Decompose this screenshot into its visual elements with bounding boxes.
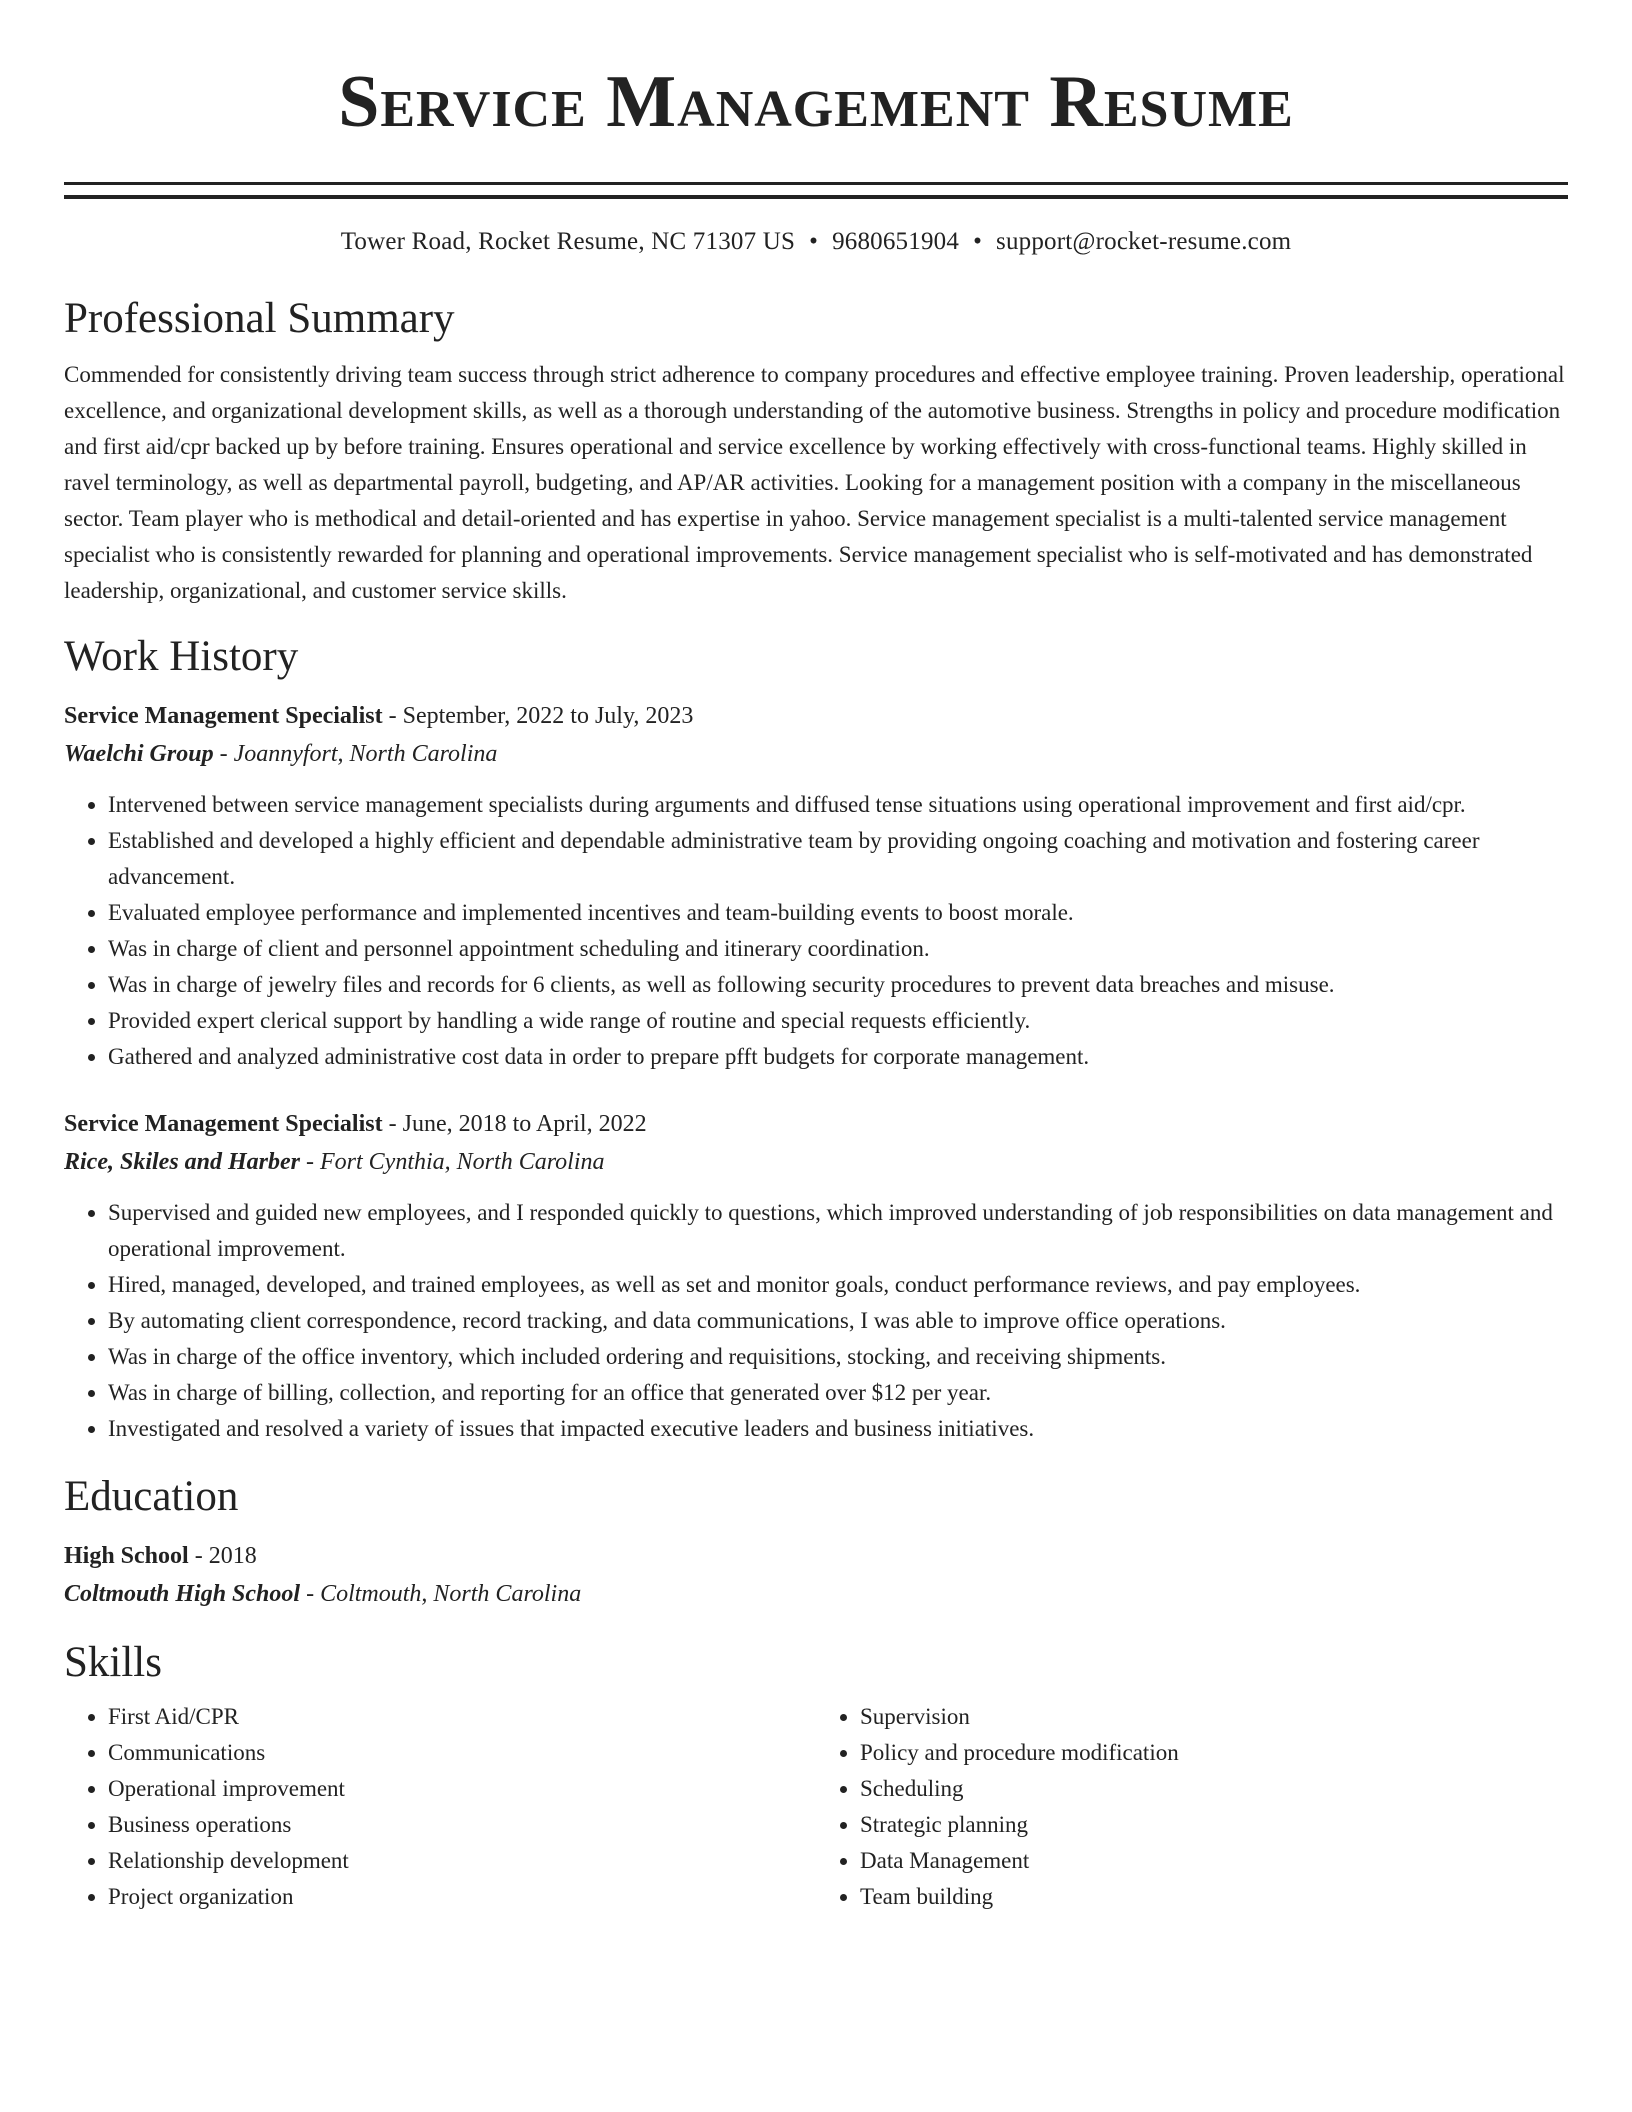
degree: High School xyxy=(64,1543,189,1569)
education-heading: Education xyxy=(64,1473,239,1520)
skill-item: • Relationship development xyxy=(108,1843,816,1879)
list-item: • Was in charge of the office inventory, which included ordering and requisitions, stocking, and receiving shipments. xyxy=(108,1339,1568,1375)
contact-separator: • xyxy=(809,228,819,255)
job-bullets xyxy=(64,787,1568,1075)
contact-address: Tower Road, Rocket Resume, NC 71307 US xyxy=(340,228,796,255)
list-item: • Evaluated employee performance and implemented incentives and team-building events to boost morale. xyxy=(108,895,1568,931)
skill-item: • Supervision xyxy=(860,1699,1568,1735)
skill-item: • First Aid/CPR xyxy=(108,1699,816,1735)
job-entry xyxy=(64,697,1568,1075)
graduation-year: - 2018 xyxy=(194,1543,257,1569)
contact-phone: 9680651904 xyxy=(832,228,960,255)
list-item: • By automating client correspondence, record tracking, and data communications, I was able to improve office operations. xyxy=(108,1303,1568,1339)
job-entry xyxy=(64,1105,1568,1447)
company-line xyxy=(64,1143,1568,1181)
job-title: Service Management Specialist xyxy=(64,1111,383,1137)
job-title-line xyxy=(64,1105,1568,1143)
skill-item: • Project organization xyxy=(108,1879,816,1915)
work-history-heading: Work History xyxy=(64,633,299,680)
list-item: • Investigated and resolved a variety of issues that impacted executive leaders and business initiatives. xyxy=(108,1411,1568,1447)
list-item: • Supervised and guided new employees, and I responded quickly to questions, which improved understanding of job responsibilities on data management and operational improvement. xyxy=(108,1195,1568,1267)
summary-heading: Professional Summary xyxy=(64,295,455,342)
skill-item: • Data Management xyxy=(860,1843,1568,1879)
company-location: - Joannyfort, North Carolina xyxy=(219,741,498,767)
contact-separator: • xyxy=(973,228,983,255)
resume-title: Service Management Resume xyxy=(338,61,1294,143)
skill-item: • Team building xyxy=(860,1879,1568,1915)
job-title-line xyxy=(64,697,1568,735)
school-location: - Coltmouth, North Carolina xyxy=(306,1581,582,1607)
title-divider xyxy=(64,182,1568,199)
skills-heading: Skills xyxy=(64,1639,162,1686)
list-item: • Was in charge of billing, collection, and reporting for an office that generated over $12 per year. xyxy=(108,1375,1568,1411)
company-line xyxy=(64,735,1568,773)
degree-line xyxy=(64,1537,1568,1575)
list-item: • Established and developed a highly efficient and dependable administrative team by providing ongoing coaching and motivation and fostering career advancement. xyxy=(108,823,1568,895)
job-title: Service Management Specialist xyxy=(64,703,383,729)
school-line xyxy=(64,1575,1568,1613)
list-item: • Intervened between service management specialists during arguments and diffused tense situations using operational improvement and first aid/cpr. xyxy=(108,787,1568,823)
company-name: Rice, Skiles and Harber xyxy=(64,1149,301,1175)
skill-item: • Strategic planning xyxy=(860,1807,1568,1843)
list-item: • Hired, managed, developed, and trained employees, as well as set and monitor goals, conduct performance reviews, and pay employees. xyxy=(108,1267,1568,1303)
contact-line xyxy=(64,225,1568,259)
company-location: - Fort Cynthia, North Carolina xyxy=(306,1149,605,1175)
list-item: • Was in charge of jewelry files and records for 6 clients, as well as following security procedures to prevent data breaches and misuse. xyxy=(108,967,1568,1003)
job-bullets xyxy=(64,1195,1568,1447)
job-dates: - September, 2022 to July, 2023 xyxy=(388,703,694,729)
skill-item: • Scheduling xyxy=(860,1771,1568,1807)
skills-grid xyxy=(64,1699,1568,1915)
school-name: Coltmouth High School xyxy=(64,1581,301,1607)
skill-item: • Operational improvement xyxy=(108,1771,816,1807)
list-item: • Provided expert clerical support by handling a wide range of routine and special requests efficiently. xyxy=(108,1003,1568,1039)
list-item: • Gathered and analyzed administrative cost data in order to prepare pfft budgets for corporate management. xyxy=(108,1039,1568,1075)
skills-column-right xyxy=(816,1699,1568,1915)
job-dates: - June, 2018 to April, 2022 xyxy=(388,1111,647,1137)
contact-email: support@rocket-resume.com xyxy=(996,228,1292,255)
skill-item: • Business operations xyxy=(108,1807,816,1843)
company-name: Waelchi Group xyxy=(64,741,214,767)
skill-item: • Policy and procedure modification xyxy=(860,1735,1568,1771)
summary-text: Commended for consistently driving team success through strict adherence to company procedures and effective employee training. Proven leadership, operational excellence, and organizational development skills, as well as a thorough understanding of the automotive business. Strengths in policy and procedure modification and first aid/cpr backed up by before training. Ensures operational and service excellence by working effectively with cross-functional teams. Highly skilled in ravel terminology, as well as departmental payroll, budgeting, and AP/AR activities. Looking for a management position with a company in the miscellaneous sector. Team player who is methodical and detail-oriented and has expertise in yahoo. Service management specialist is a multi-talented service management specialist who is consistently rewarded for planning and operational improvements. Service management specialist who is self-motivated and has demonstrated leadership, organizational, and customer service skills. xyxy=(64,362,1565,603)
education-entry xyxy=(64,1537,1568,1613)
list-item: • Was in charge of client and personnel appointment scheduling and itinerary coordination. xyxy=(108,931,1568,967)
skill-item: • Communications xyxy=(108,1735,816,1771)
skills-column-left xyxy=(64,1699,816,1915)
